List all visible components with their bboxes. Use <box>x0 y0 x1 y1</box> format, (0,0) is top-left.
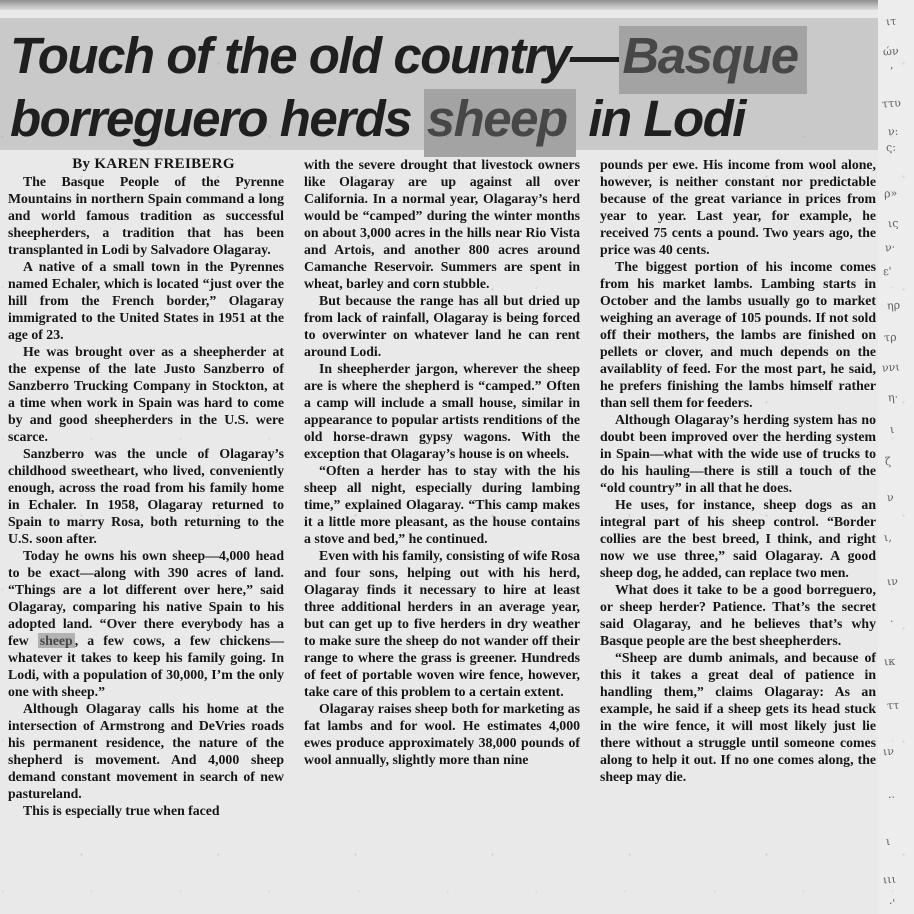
byline: By KAREN FREIBERG <box>72 156 235 172</box>
paragraph <box>304 156 580 292</box>
headline <box>0 18 878 150</box>
paragraph-text-segment: The Basque People of the Pyrenne Mountains in northern Spain command a long and world famous tradition as successful sheepherders, a tradition that has been transplanted in Lodi by Salvadore Olagaray. <box>8 174 284 257</box>
paragraph <box>8 802 284 819</box>
paragraph-text-segment: Even with his family, consisting of wife Rosa and four sons, helping out with his herd, Olagaray finds it necessary to hire at least three additional herders in an average year, but can get up to five herders in dry weather to make sure the sheep do not wander off their range to where the grass is greener. Hundreds of feet of portable woven wire fence, however, take care of this problem to a certain extent. <box>304 548 580 699</box>
ink-mark: ι <box>885 834 891 849</box>
paragraph-text-segment: Although Olagaray’s herding system has no doubt been improved over the herding system in Spain—what with the wide use of trucks to do his hauling—there is still a touch of the “old country” in all that he does. <box>600 412 876 495</box>
search-highlight: sheep <box>39 633 73 648</box>
paragraph <box>8 258 284 343</box>
paragraph-text-segment: But because the range has all but dried up from lack of rainfall, Olagaray is being forced to overwinter on whatever land he can rent around Lodi. <box>304 293 580 359</box>
ink-mark: ικ <box>883 654 896 669</box>
paragraph <box>600 156 876 258</box>
ink-mark: ι <box>889 422 895 437</box>
paragraph <box>8 445 284 547</box>
paragraph <box>304 292 580 360</box>
ink-mark: ς: <box>885 140 897 155</box>
paragraph-text-segment: This is especially true when faced <box>23 803 220 818</box>
ink-mark: ν· <box>884 240 896 255</box>
column-1 <box>8 156 284 819</box>
paragraph <box>600 258 876 411</box>
paragraph-text-segment: Olagaray raises sheep both for marketing as fat lambs and for wool. He estimates 4,000 ewes produce approximately 38,000 pounds of wool annually, slightly more than nine <box>304 701 580 767</box>
ink-mark: ζ <box>884 454 892 469</box>
headline-text-segment: Touch of the old country— <box>10 27 620 84</box>
ink-mark: ι, <box>883 530 893 545</box>
paragraph <box>304 462 580 547</box>
paragraph <box>304 547 580 700</box>
ink-mark: ’ <box>889 64 894 79</box>
paragraph-text-segment: He was brought over as a sheepherder at the expense of the late Justo Sanzberro of Sanzberro Trucking Company in Stockton, at a time when work in Spain was hard to come by and good sheepherders in the U.S. were scarce. <box>8 344 284 444</box>
paragraph-text-segment: pounds per ewe. His income from wool alone, however, is neither constant nor predictable because of the great variance in prices from year to year. Last year, for example, he received 75 cents a pound. Two years ago, the price was 40 cents. <box>600 157 876 257</box>
headline-line <box>10 24 878 87</box>
headline-search-highlight: sheep <box>424 89 576 157</box>
ink-mark: ών <box>882 44 900 59</box>
ink-mark: ιτ <box>885 14 897 29</box>
paragraph-text-segment: What does it take to be a good borreguero, or sheep herder? Patience. That’s the secret said Olagaray, and he believes that’s why Basque people are the best sheepherders. <box>600 582 876 648</box>
paragraph-text-segment: Today he owns his own sheep—4,000 head to be exact—along with 390 acres of land. “Things are a lot different over here,” said Olagaray, comparing his native Spain to his adopted land. “Over there everybody has a few <box>8 548 284 648</box>
ink-mark: ις <box>887 216 899 231</box>
ink-mark: ννι <box>881 360 901 375</box>
paragraph-text-segment: In sheepherder jargon, wherever the sheep are is where the shepherd is “camped.” Often a camp will include a small house, similar in appearance to popular artists renditions of the old horse-drawn gypsy wagons. With the exception that Olagaray’s house is on wheels. <box>304 361 580 461</box>
ink-mark: ιιι <box>882 872 897 887</box>
paragraph <box>8 343 284 445</box>
ink-mark: ·· <box>887 790 896 805</box>
paragraph-text-segment: Sanzberro was the uncle of Olagaray’s childhood sweetheart, who lived, conveniently enough, across the road from his family home in Echaler. In 1958, Olagaray returned to Spain to marry Rosa, both returning to the U.S. soon after. <box>8 446 284 546</box>
ink-mark: ρ» <box>883 186 898 201</box>
paragraph <box>600 496 876 581</box>
paragraph <box>600 649 876 785</box>
paragraph-text-segment: He uses, for instance, sheep dogs as an integral part of his sheep control. “Border collies are the best breed, I think, and right now we use three,” said Olagaray. A good sheep dog, he added, can replace two men. <box>600 497 876 580</box>
paragraph <box>8 700 284 802</box>
headline-text-segment: in Lodi <box>575 90 745 147</box>
paragraph-text-segment: “Often a herder has to stay with the his sheep all night, especially during lambing time,” explained Olagaray. “This camp makes it a little more pleasant, as the house contains a stove and bed,” he continued. <box>304 463 580 546</box>
paragraph-text-segment: with the severe drought that livestock owners like Olagaray are up against all over California. In a normal year, Olagaray’s herd would be “camped” during the winter months on about 3,000 acres in the hills near Rio Vista and Artois, and another 800 acres around Camanche Reservoir. Summers are spent in wheat, barley and corn stubble. <box>304 157 580 291</box>
scan-top-edge <box>0 0 914 10</box>
ink-mark: · <box>889 614 894 629</box>
ink-mark: ηρ <box>886 298 901 313</box>
ink-mark: ν <box>886 490 895 505</box>
paragraph-text-segment: , a few cows, a few chickens—whatever it takes to keep his family going. In Lodi, with a population of 30,000, I’m the only one with sheep.” <box>8 633 284 699</box>
headline-line <box>10 87 878 150</box>
ink-mark: ε' <box>882 264 893 279</box>
paragraph <box>600 581 876 649</box>
paragraph-text-segment: A native of a small town in the Pyrennes named Echaler, which is located “just over the hill from the French border,” Olagaray immigrated to the United States in 1951 at the age of 23. <box>8 259 284 342</box>
paragraph <box>304 360 580 462</box>
paragraph <box>600 411 876 496</box>
ink-mark: ττυ <box>881 96 902 111</box>
paragraph <box>8 173 284 258</box>
article-body <box>8 156 876 819</box>
paragraph-text-segment: Although Olagaray calls his home at the intersection of Armstrong and DeVries roads his permanent residence, the nature of the shepherd is movement. And 4,000 sheep demand constant movement in search of new pastureland. <box>8 701 284 801</box>
headline-text-segment: borreguero herds <box>10 90 424 147</box>
headline-search-highlight: Basque <box>619 26 806 94</box>
column-3 <box>600 156 876 819</box>
ink-mark: η· <box>887 390 899 405</box>
paragraph-text-segment: The biggest portion of his income comes from his market lambs. Lambing starts in October and the lambs usually go to market weighing an average of 105 pounds. If not sold off their mothers, the lambs are finished on pellets or clover, and much depends on the availablity of feed. For the most part, he said, he prefers finishing the lambs himself rather than sell them for feeders. <box>600 259 876 410</box>
paragraph-text-segment: “Sheep are dumb animals, and because of this it takes a great deal of patience in handling them,” claims Olagaray: As an example, he said if a sheep gets its head stuck in the wire fence, it will most likely just lie there without a struggle until someone comes along to help it out. If no one comes along, the sheep may die. <box>600 650 876 784</box>
ink-mark: ·' <box>888 896 896 911</box>
ink-mark: τρ <box>883 330 898 345</box>
paragraph <box>304 700 580 768</box>
scan-margin-artifacts <box>878 0 914 914</box>
ink-mark: ιν <box>882 744 895 759</box>
paragraph <box>8 547 284 700</box>
column-2 <box>304 156 580 819</box>
ink-mark: ττ <box>886 698 900 713</box>
ink-mark: ιν <box>886 574 899 589</box>
ink-mark: ν: <box>887 124 899 139</box>
